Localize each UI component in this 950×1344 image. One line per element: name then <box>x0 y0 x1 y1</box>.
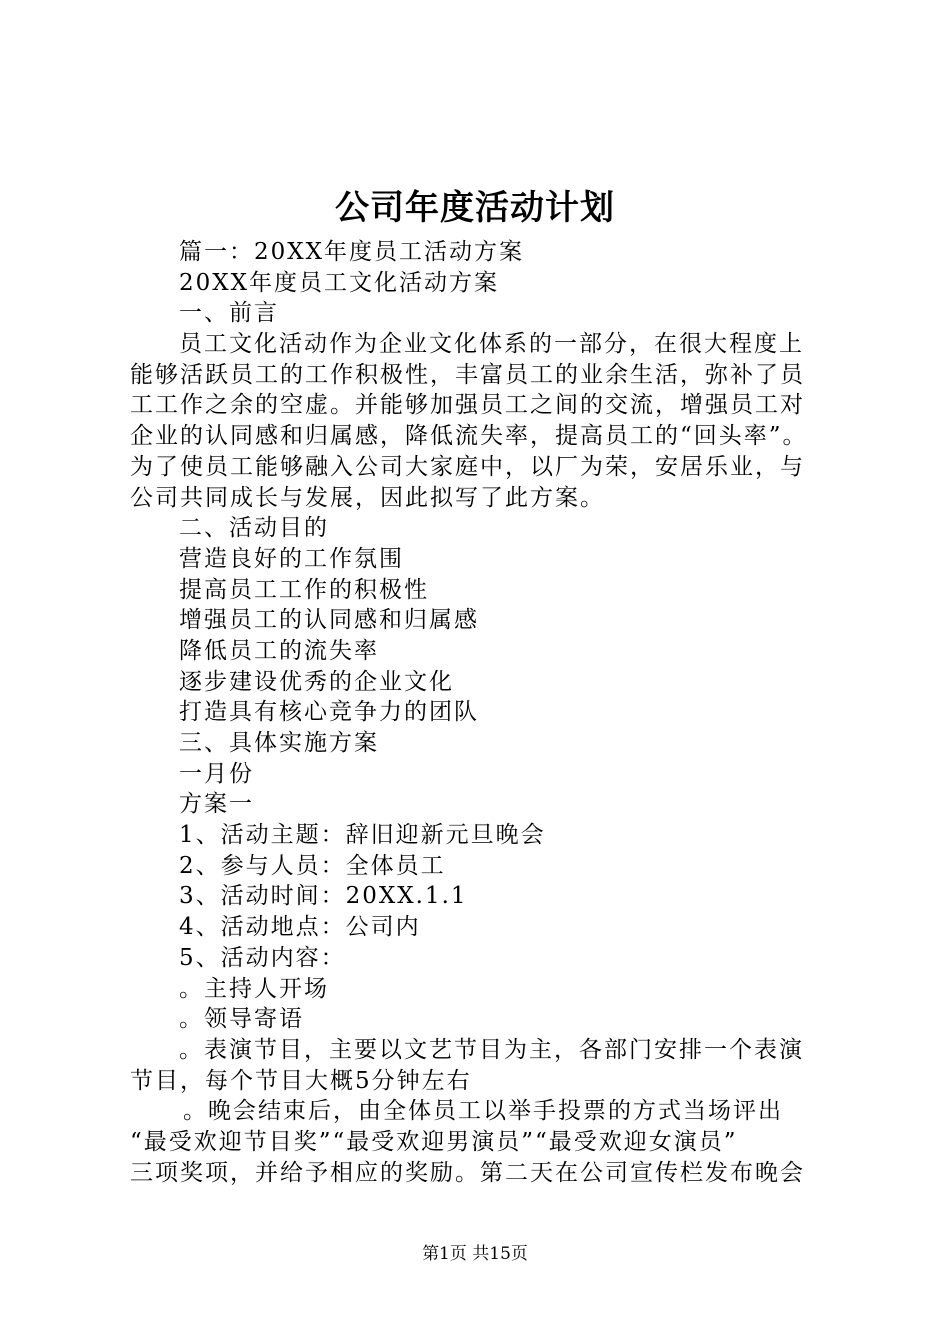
text-line: 增强员工的认同感和归属感 <box>179 607 479 634</box>
document-body <box>130 237 832 1188</box>
page-number-footer: 第1页 共15页 <box>422 1244 528 1264</box>
text-line: 逐步建设优秀的企业文化 <box>179 668 454 695</box>
text-line: 。主持人开场 <box>179 975 329 1002</box>
text-line: 。领导寄语 <box>179 1006 304 1033</box>
text-line: 工工作之余的空虚。并能够加强员工之间的交流，增强员工对 <box>130 392 805 419</box>
text-line: 。表演节目，主要以文艺节目为主，各部门安排一个表演 <box>179 1036 804 1063</box>
text-line: 打造具有核心竞争力的团队 <box>179 699 479 726</box>
document-title: 公司年度活动计划 <box>335 188 615 228</box>
text-line: 企业的认同感和归属感，降低流失率，提高员工的“回头率”。 <box>130 423 808 450</box>
text-line: 降低员工的流失率 <box>179 637 379 664</box>
text-line: 公司共同成长与发展，因此拟写了此方案。 <box>130 484 605 511</box>
text-line: 2、参与人员：全体员工 <box>179 852 446 879</box>
text-line: 20XX年度员工文化活动方案 <box>179 269 500 296</box>
text-line: 一月份 <box>179 760 254 787</box>
text-line: 一、前言 <box>179 300 279 327</box>
text-line: “最受欢迎节目奖”“最受欢迎男演员”“最受欢迎女演员” <box>130 1128 738 1155</box>
text-line: 能够活跃员工的工作积极性，丰富员工的业余生活，弥补了员 <box>130 361 805 388</box>
text-line: 1、活动主题：辞旧迎新元旦晚会 <box>179 822 546 849</box>
text-line: 4、活动地点：公司内 <box>179 914 421 941</box>
text-line: 员工文化活动作为企业文化体系的一部分，在很大程度上 <box>179 331 804 358</box>
text-line: 5、活动内容： <box>179 944 346 971</box>
text-line: 篇一：20XX年度员工活动方案 <box>179 239 525 265</box>
text-line: 为了使员工能够融入公司大家庭中，以厂为荣，安居乐业，与 <box>130 453 805 480</box>
text-line: 三项奖项，并给予相应的奖励。第二天在公司宣传栏发布晚会 <box>130 1159 805 1186</box>
text-line: 3、活动时间：20XX.1.1 <box>179 883 468 910</box>
text-line: 提高员工工作的积极性 <box>179 576 429 603</box>
text-line: 营造良好的工作氛围 <box>179 545 404 572</box>
text-line: 方案一 <box>179 791 254 818</box>
text-line: 节目，每个节目大概5分钟左右 <box>130 1067 472 1094</box>
text-line: 二、活动目的 <box>179 515 329 542</box>
text-line: 。晚会结束后，由全体员工以举手投票的方式当场评出 <box>183 1098 783 1125</box>
text-line: 三、具体实施方案 <box>179 730 379 756</box>
